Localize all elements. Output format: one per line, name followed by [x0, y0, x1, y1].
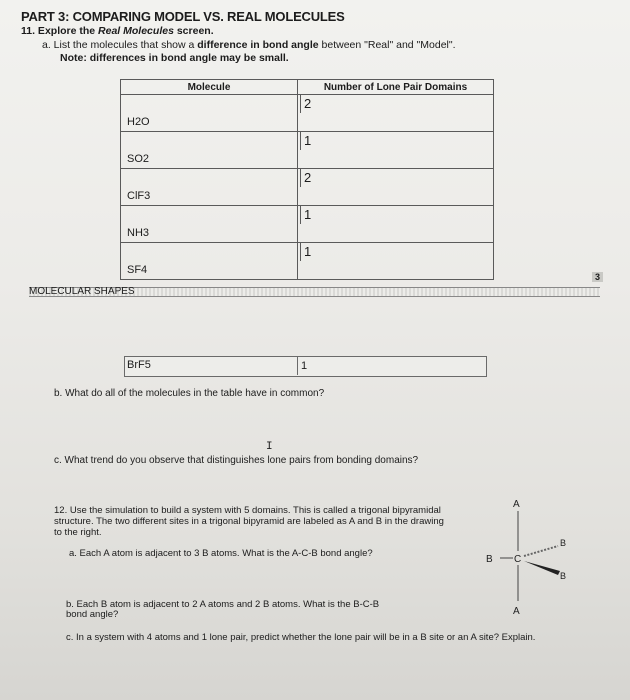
question-11 — [21, 25, 214, 37]
lone-pair-value: 2 — [300, 95, 311, 113]
table-row — [121, 169, 494, 206]
lone-pair-value: 1 — [300, 206, 311, 224]
table-row — [121, 243, 494, 280]
q11-tail: screen. — [173, 25, 214, 37]
question-b: b. What do all of the molecules in the table have in common? — [54, 388, 325, 399]
table-header-row — [121, 80, 494, 95]
q11a-bold: difference in bond angle — [197, 39, 319, 51]
header-lone-pairs: Number of Lone Pair Domains — [298, 80, 494, 95]
q11-screen-name: Real Molecules — [98, 25, 174, 37]
q11a-prefix: a. List the molecules that show a — [42, 39, 198, 51]
lone-pair-table — [120, 79, 494, 280]
question-c: c. What trend do you observe that distinguishes lone pairs from bonding domains? — [54, 455, 419, 466]
lone-pair-cell[interactable] — [298, 243, 494, 280]
molecule-cell[interactable]: H2O — [121, 95, 298, 132]
atom-c-center: C — [514, 554, 522, 565]
molecular-shapes-label: MOLECULAR SHAPES — [29, 286, 135, 297]
atom-b-left: B — [486, 554, 493, 565]
atom-a-bottom: A — [513, 606, 520, 617]
q11a-tail: between "Real" and "Model". — [318, 39, 456, 51]
lone-pair-value: 1 — [300, 132, 311, 150]
question-12b: b. Each B atom is adjacent to 2 A atoms and 2 B atoms. What is the B-C-B bond angle? — [66, 599, 380, 620]
bond-wedge — [524, 546, 558, 556]
lone-pair-cell[interactable] — [298, 132, 494, 169]
lone-pair-cell[interactable] — [298, 95, 494, 132]
molecule-cell[interactable]: NH3 — [121, 206, 298, 243]
lone-pair-cell[interactable] — [298, 169, 494, 206]
question-12a: a. Each A atom is adjacent to 3 B atoms. What is the A-C-B bond angle? — [69, 548, 373, 559]
extra-table-row[interactable] — [124, 356, 487, 377]
table-row — [121, 132, 494, 169]
atom-a-top: A — [513, 499, 520, 510]
question-11a — [42, 39, 456, 51]
text-cursor-icon: I — [266, 441, 273, 453]
question-12c: c. In a system with 4 atoms and 1 lone pair, predict whether the lone pair will be in a B site or an A site? Explain. — [66, 632, 536, 643]
q11-text: 11. Explore the — [21, 25, 99, 37]
atom-b-up: B — [560, 538, 567, 548]
page-title: PART 3: COMPARING MODEL VS. REAL MOLECULES — [21, 9, 345, 24]
note-text: Note: differences in bond angle may be small. — [60, 52, 289, 64]
atom-b-down: B — [560, 571, 567, 581]
molecule-cell: BrF5 — [127, 359, 151, 371]
header-molecule: Molecule — [121, 80, 298, 95]
bond-wedge-solid — [524, 561, 560, 575]
page-number: 3 — [592, 272, 603, 282]
lone-pair-value: 1 — [300, 243, 311, 261]
molecule-cell[interactable]: SF4 — [121, 243, 298, 280]
table-row — [121, 206, 494, 243]
question-12: 12. Use the simulation to build a system with 5 domains. This is called a trigonal bipyramidal structure. The two different sites in a trigonal bipyramid are labeled as A and B in the drawing to the right. — [54, 505, 444, 538]
table-row — [121, 95, 494, 132]
lone-pair-value: 2 — [300, 169, 311, 187]
molecule-cell[interactable]: SO2 — [121, 132, 298, 169]
lone-pair-value: 1 — [297, 357, 307, 375]
molecule-cell[interactable]: ClF3 — [121, 169, 298, 206]
lone-pair-cell[interactable] — [298, 206, 494, 243]
